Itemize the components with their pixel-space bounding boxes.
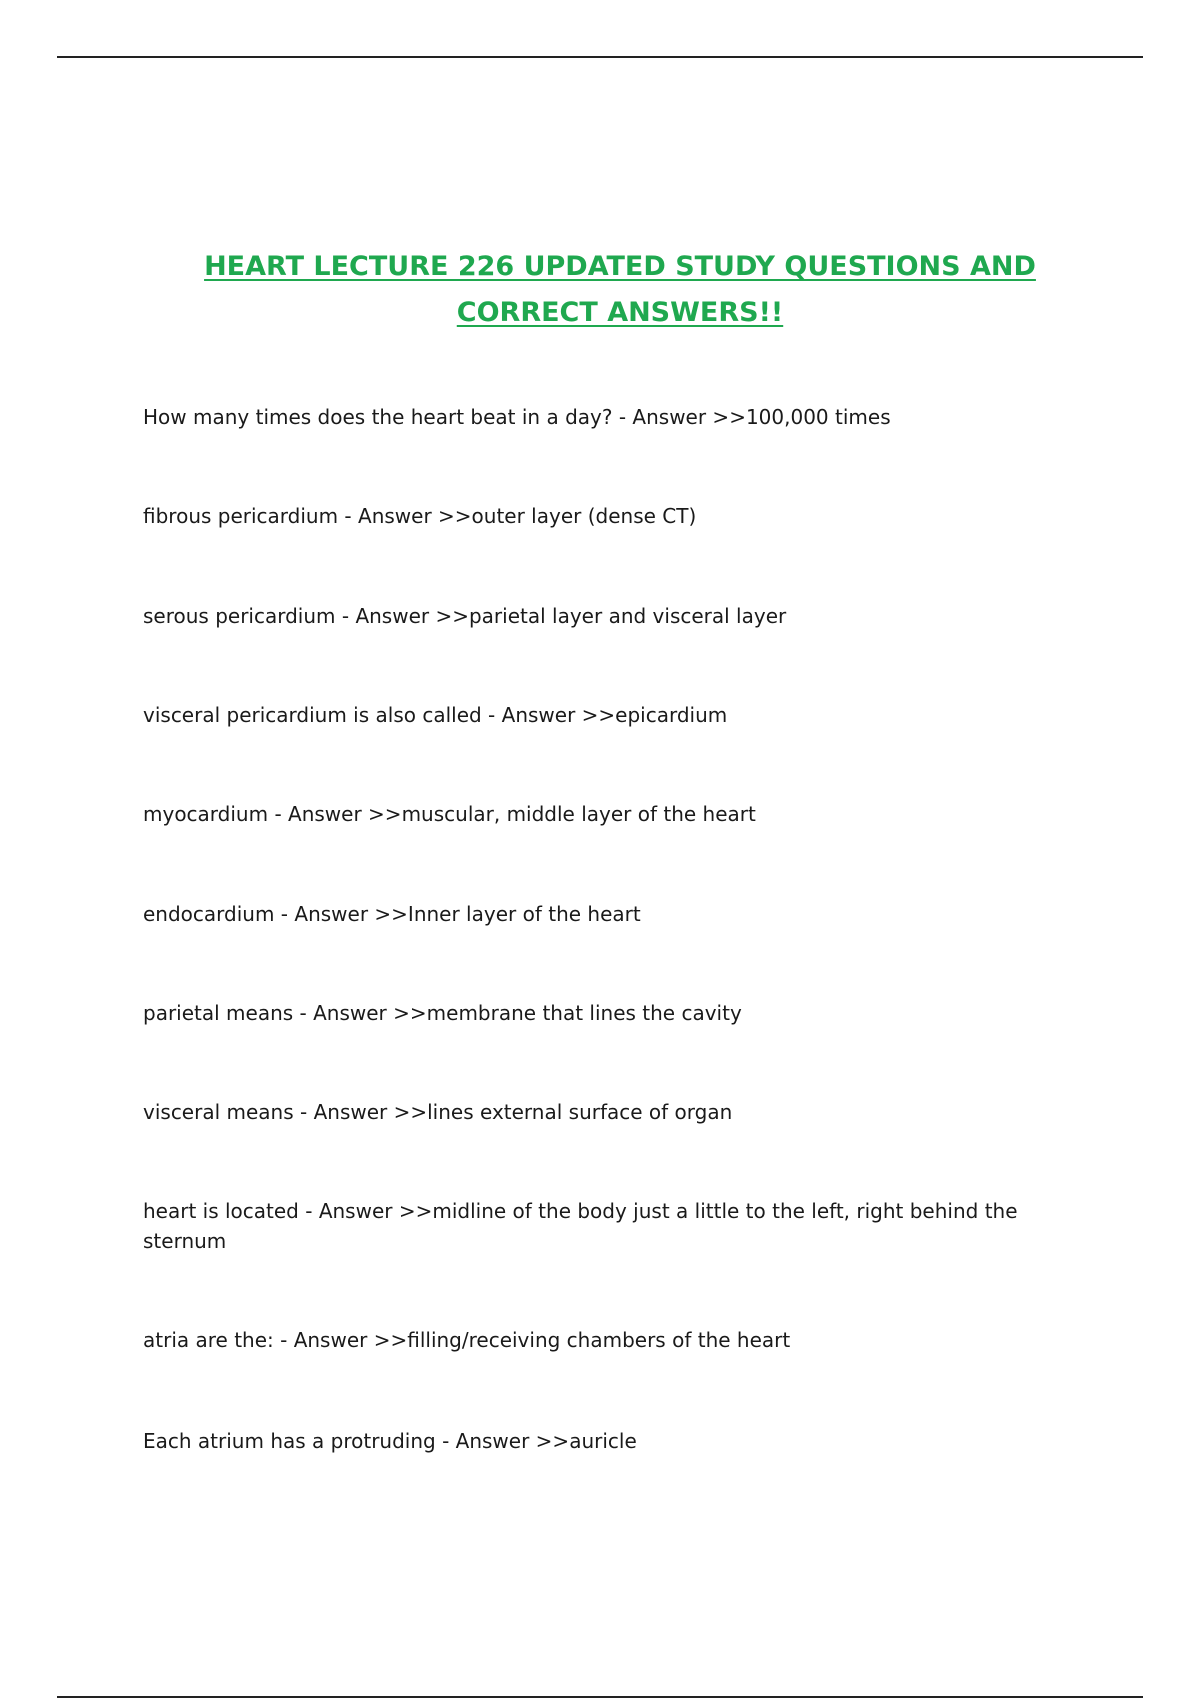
answer-separator: - Answer >> — [335, 604, 469, 628]
answer-separator: - Answer >> — [298, 1199, 433, 1223]
answer-separator: - Answer >> — [435, 1429, 570, 1453]
qa-item-11 — [143, 1426, 1073, 1456]
question: How many times does the heart beat in a day? — [143, 405, 613, 429]
answer-separator: - Answer >> — [268, 802, 402, 826]
answer: lines external surface of organ — [427, 1100, 733, 1124]
question: parietal means — [143, 1001, 294, 1025]
title-line-1: HEART LECTURE 226 UPDATED STUDY QUESTIONS AND — [204, 251, 1036, 282]
question: visceral means — [143, 1100, 294, 1124]
bottom-rule — [57, 1696, 1143, 1698]
answer-separator: - Answer >> — [273, 1328, 408, 1352]
qa-item-5 — [143, 799, 1073, 829]
answer: auricle — [569, 1429, 637, 1453]
answer: membrane that lines the cavity — [426, 1001, 742, 1025]
question: visceral pericardium is also called — [143, 703, 482, 727]
title-line-2: CORRECT ANSWERS!! — [456, 297, 784, 328]
answer: midline of the body just a little to the left, right behind the sternum — [143, 1199, 1018, 1253]
answer-separator: - Answer >> — [293, 1100, 428, 1124]
qa-item-1 — [143, 402, 1073, 432]
answer: epicardium — [615, 703, 728, 727]
answer-separator: - Answer >> — [481, 703, 616, 727]
question: fibrous pericardium — [143, 504, 339, 528]
question: Each atrium has a protruding — [143, 1429, 436, 1453]
qa-item-3 — [143, 601, 1073, 631]
qa-item-7 — [143, 998, 1073, 1028]
top-rule — [57, 56, 1143, 58]
answer-separator: - Answer >> — [274, 902, 408, 926]
answer: muscular, middle layer of the heart — [401, 802, 756, 826]
qa-item-9 — [143, 1196, 1073, 1256]
qa-item-2 — [143, 501, 1073, 531]
question: atria are the: — [143, 1328, 274, 1352]
question: serous pericardium — [143, 604, 336, 628]
answer-separator: - Answer >> — [338, 504, 472, 528]
answer: Inner layer of the heart — [407, 902, 641, 926]
answer: parietal layer and visceral layer — [468, 604, 787, 628]
qa-item-8 — [143, 1097, 1073, 1127]
answer: 100,000 times — [745, 405, 891, 429]
question: endocardium — [143, 902, 275, 926]
answer-separator: - Answer >> — [293, 1001, 427, 1025]
answer-separator: - Answer >> — [612, 405, 746, 429]
qa-item-10 — [143, 1325, 1073, 1355]
qa-item-4 — [143, 700, 1073, 730]
answer: outer layer (dense CT) — [471, 504, 697, 528]
answer: filling/receiving chambers of the heart — [407, 1328, 791, 1352]
question: myocardium — [143, 802, 269, 826]
question: heart is located — [143, 1199, 299, 1223]
qa-item-6 — [143, 899, 1073, 929]
document-title — [130, 244, 1110, 336]
